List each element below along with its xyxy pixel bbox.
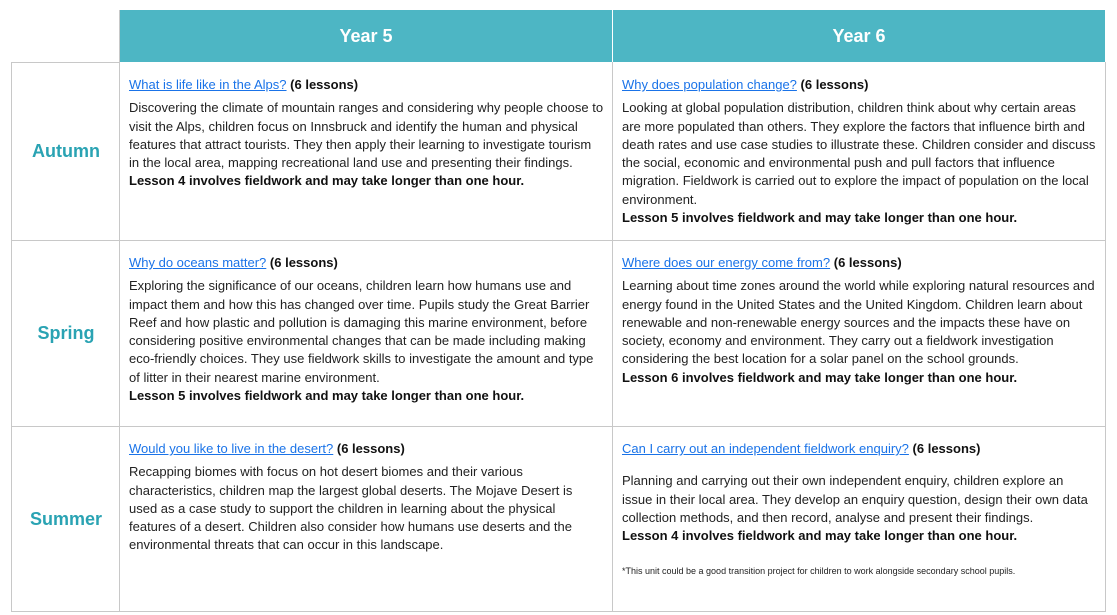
header-year6: Year 6	[613, 10, 1105, 62]
unit-description: Exploring the significance of our oceans, children learn how humans use and impact them and how this has changed over time. Pupils study the Great Barrier Reef and how plastic and pollution is damaging this marine environment, before considering positive environmental changes that can be made including making eco-friendly choices. They use fieldwork skills to investigate the amount and type of litter in their nearest marine environment.	[129, 278, 594, 385]
cell-summer-year5	[120, 427, 612, 611]
unit-description: Learning about time zones around the world while exploring natural resources and energy found in the United States and the United Kingdom. Children learn about renewable and non-renewable energy sources and the impacts these have on society, economy and environment. They carry out a fieldwork investigation considering the best location for a solar panel on the school grounds.	[622, 278, 1095, 367]
transition-footnote: *This unit could be a good transition project for children to work alongside secondary school pupils.	[622, 566, 1016, 577]
row-divider	[11, 240, 1106, 241]
unit-description: Recapping biomes with focus on hot desert biomes and their various characteristics, children map the largest global deserts. The Mojave Desert is used as a case study to support the children in learning about the physical features of a desert. Children also consider how humans use deserts and the environmental threats that can occur in this landscape.	[129, 464, 573, 553]
lesson-count: (6 lessons)	[290, 77, 359, 92]
unit-description: Looking at global population distribution, children think about why certain areas are more populated than others. They explore the factors that influence birth and death rates and use case studies to illustrate these. Children consider and discuss the social, economic and environmental push and pull factors that influence migration. Fieldwork is carried out to explore the impact of population on the local environment.	[622, 100, 1096, 207]
unit-description: Planning and carrying out their own independent enquiry, children explore an issue in their local area. They develop an enquiry question, design their own data collection methods, and then record, analyse and present their findings.	[622, 473, 1088, 525]
unit-heading	[622, 440, 1097, 458]
unit-heading	[129, 76, 604, 94]
cell-autumn-year5	[120, 63, 612, 240]
header-year5: Year 5	[120, 10, 612, 62]
column-divider	[1105, 62, 1106, 612]
cell-autumn-year6	[613, 63, 1105, 240]
lesson-count: (6 lessons)	[833, 255, 902, 270]
season-summer: Summer	[11, 427, 120, 611]
unit-description: Discovering the climate of mountain ranges and considering why people choose to visit the Alps, children focus on Innsbruck and identify the human and physical features that attract tourists. They then apply their learning to investigate tourism in the local area, mapping recreational land use and presenting their findings.	[129, 100, 604, 171]
unit-title-link[interactable]: Where does our energy come from?	[622, 255, 831, 270]
fieldwork-note: Lesson 5 involves fieldwork and may take longer than one hour.	[129, 388, 525, 404]
cell-spring-year5	[120, 241, 612, 426]
row-divider	[11, 611, 1106, 612]
season-spring: Spring	[11, 241, 120, 426]
fieldwork-note: Lesson 4 involves fieldwork and may take longer than one hour.	[622, 528, 1018, 544]
column-divider	[119, 10, 120, 612]
lesson-count: (6 lessons)	[336, 441, 405, 456]
unit-heading	[129, 254, 604, 272]
row-divider	[11, 62, 120, 63]
lesson-count: (6 lessons)	[800, 77, 869, 92]
fieldwork-note: Lesson 5 involves fieldwork and may take longer than one hour.	[622, 210, 1018, 226]
fieldwork-note: Lesson 6 involves fieldwork and may take longer than one hour.	[622, 369, 1018, 385]
season-autumn: Autumn	[11, 63, 120, 240]
unit-heading	[622, 254, 1097, 272]
column-divider	[612, 62, 613, 612]
unit-title-link[interactable]: What is life like in the Alps?	[129, 77, 287, 92]
lesson-count: (6 lessons)	[269, 255, 338, 270]
unit-title-link[interactable]: Would you like to live in the desert?	[129, 441, 334, 456]
row-divider	[11, 426, 1106, 427]
unit-title-link[interactable]: Why does population change?	[622, 77, 797, 92]
unit-heading	[129, 440, 604, 458]
unit-heading	[622, 76, 1097, 94]
unit-title-link[interactable]: Can I carry out an independent fieldwork enquiry?	[622, 441, 909, 456]
cell-spring-year6	[613, 241, 1105, 426]
fieldwork-note: Lesson 4 involves fieldwork and may take longer than one hour.	[129, 173, 525, 189]
lesson-count: (6 lessons)	[912, 441, 981, 456]
unit-title-link[interactable]: Why do oceans matter?	[129, 255, 267, 270]
cell-summer-year6	[613, 427, 1105, 611]
